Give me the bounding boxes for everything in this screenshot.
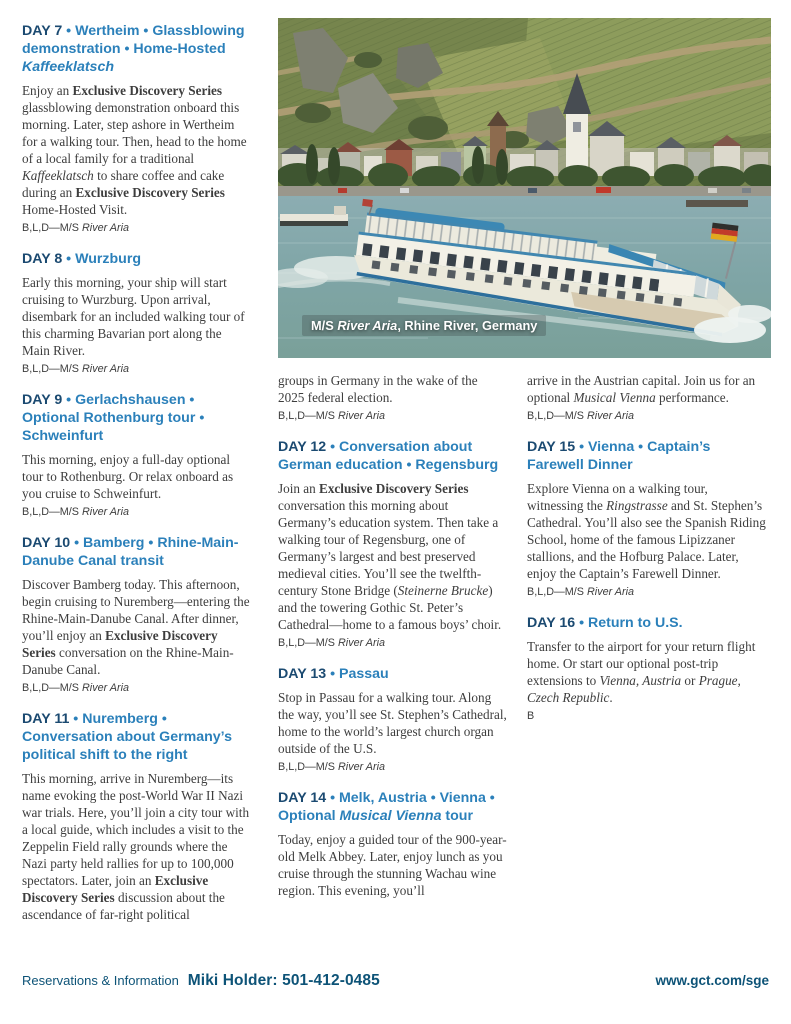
riverside-road [278,186,771,196]
day-15-meals: B,L,D—M/S River Aria [527,586,634,598]
column-middle [278,372,507,914]
day-15-body: Explore Vienna on a walking tour, witnessing the Ringstrasse and St. Stephen’s Cathedral. You’ll also see the Spanish Riding School, home of the famous Lipizzaner stallions, and the Hofburg Palace. Later, enjoy the Captain’s Farewell Dinner. [527,481,766,581]
barge-right [686,200,748,207]
column-left [22,22,251,938]
day-11-continued-section [278,372,507,423]
day-10-meals: B,L,D—M/S River Aria [22,682,129,694]
day-12-body: Join an Exclusive Discovery Series conversation this morning about Germany’s education system. Then take a walking tour of Regensburg, one of Germany’s largest and best preserved medieval cities. You’ll see the twelfth-century Stone Bridge (Steinerne Brucke) and the towering Gothic St. Peter’s Cathedral—home to a famous boys’ choir. [278,481,502,632]
day-14-section [278,789,507,899]
day-14-continued-section [527,372,766,423]
day-9-body: This morning, enjoy a full-day optional tour to Rothenburg. Or relax onboard as you cruise to Schweinfurt. [22,452,234,501]
day-14-heading: DAY 14 • Melk, Austria • Vienna • Optional Musical Vienna tour [278,790,495,824]
day-16-body: Transfer to the airport for your return flight home. Or start our optional post-trip extensions to Vienna, Austria or Prague, Czech Republic. [527,639,756,705]
day-13-section [278,665,507,774]
day-8-body: Early this morning, your ship will start cruising to Wurzburg. Upon arrival, disembark for an included walking tour of this charming Bavarian port along the Main River. [22,275,245,358]
day-10-section [22,534,251,695]
photo-caption: M/S River Aria, Rhine River, Germany [302,315,546,336]
stern-flag [362,199,373,207]
reservations-contact: Miki Holder: 501-412-0485 [187,972,380,989]
day-14-body-continued: arrive in the Austrian capital. Join us for an optional Musical Vienna performance. [527,373,756,405]
page-footer [22,972,769,1004]
day-11-heading: DAY 11 • Nuremberg • Conversation about Germany’s political shift to the right [22,711,232,763]
day-7-heading: DAY 7 • Wertheim • Glassblowing demonstration • Home-Hosted Kaffeeklatsch [22,23,245,75]
day-12-section [278,438,507,650]
day-11-section [22,710,251,923]
day-9-meals: B,L,D—M/S River Aria [22,506,129,518]
day-10-heading: DAY 10 • Bamberg • Rhine-Main-Danube Canal transit [22,535,239,569]
day-8-meals: B,L,D—M/S River Aria [22,363,129,375]
day-9-heading: DAY 9 • Gerlachshausen • Optional Rothenburg tour • Schweinfurt [22,392,205,444]
day-13-heading: DAY 13 • Passau [278,666,389,682]
day-14-body: Today, enjoy a guided tour of the 900-year-old Melk Abbey. Later, enjoy lunch as you cruise through the stunning Wachau wine region. This evening, you’ll [278,832,507,898]
day-13-body: Stop in Passau for a walking tour. Along the way, you’ll see St. Stephen’s Cathedral, home to the world’s largest church organ outside of the U.S. [278,690,507,756]
day-7-section [22,22,251,235]
column-right [527,372,766,738]
day-10-body: Discover Bamberg today. This afternoon, begin cruising to Nuremberg—entering the Rhine-Main-Danube Canal. After dinner, you’ll enjoy an Exclusive Discovery Series conversation on the Rhine-Main-Danube Canal. [22,577,250,677]
day-16-heading: DAY 16 • Return to U.S. [527,615,683,631]
day-11-body-continued: groups in Germany in the wake of the 2025 federal election. [278,373,478,405]
day-12-heading: DAY 12 • Conversation about German education • Regensburg [278,439,499,473]
website-url: www.gct.com/sge [655,973,769,988]
german-flag [711,223,739,242]
day-16-meals: B [527,710,535,722]
day-12-meals: B,L,D—M/S River Aria [278,637,385,649]
day-14-meals: B,L,D—M/S River Aria [527,410,634,422]
day-16-section [527,614,766,723]
ship-photo [278,18,771,358]
day-7-body: Enjoy an Exclusive Discovery Series glassblowing demonstration onboard this morning. Later, step ashore in Wertheim for a walking tour. Then, head to the home of a local family for a traditional Kaffeeklatsch to share coffee and cake during an Exclusive Discovery Series Home-Hosted Visit. [22,83,247,217]
day-15-section [527,438,766,599]
reservations-info [22,972,380,990]
day-8-heading: DAY 8 • Wurzburg [22,251,142,267]
day-11-meals: B,L,D—M/S River Aria [278,410,385,422]
day-11-body: This morning, arrive in Nuremberg—its name evoking the post-World War II Nazi war trials. Here, you’ll join a city tour with a local guide, which includes a visit to the Zeppelin Field rally grounds where the Nazi party held rallies for up to 100,000 spectators. Later, join an Exclusive Discovery Series discussion about the ascendance of far-right political [22,771,250,922]
day-15-heading: DAY 15 • Vienna • Captain’s Farewell Dinner [527,439,711,473]
day-9-section [22,391,251,519]
reservations-label: Reservations & Information [22,973,179,988]
day-8-section [22,250,251,376]
day-13-meals: B,L,D—M/S River Aria [278,761,385,773]
day-7-meals: B,L,D—M/S River Aria [22,222,129,234]
